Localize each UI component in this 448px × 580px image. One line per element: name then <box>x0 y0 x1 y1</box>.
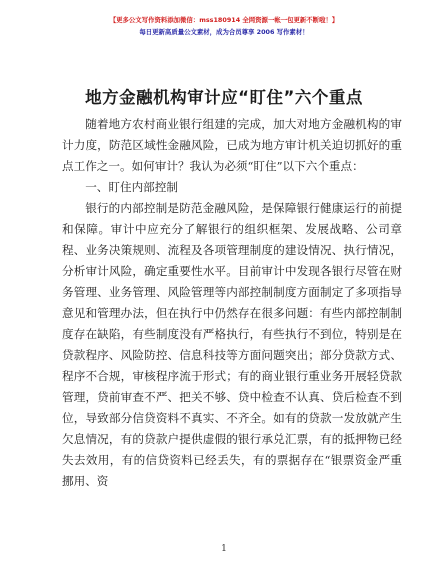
promo-banner-line-2: 每日更新高质量公文素材，成为合员尊享 2006 写作素材！ <box>139 28 309 36</box>
section-paragraph-internal-control: 银行的内部控制是防范金融风险，是保障银行健康运行的前提和保障。审计中应充分了解银行的组织框架、发展战略、公司章程、业务决策规则、流程及各项管理制度的建设情况、执行情况，分析审计风险，确定重要性水平。目前审计中发现各银行尽管在财务管理、业务管理、风险管理等内部控制制度方面制定了多项指导意见和管理办法，但在执行中仍然存在很多问题：有些内部控制制度存在缺陷，有些制度没有严格执行，有些执行不到位，特别是在贷款程序、风险防控、信息科技等方面问题突出；部分贷款方式、程序不合规，审核程序流于形式；有的商业银行重业务开展轻贷款管理，贷前审查不严、把关不够、贷中检查不认真、贷后检查不到位，导致部分信贷资料不真实、不齐全。如有的贷款一发放就产生欠息情况，有的贷款户提供虚假的银行承兑汇票，有的抵押物已经失去效用，有的信贷资料已经丢失，有的票据存在“银票资金严重挪用、资 <box>62 201 402 488</box>
intro-paragraph: 随着地方农村商业银行组建的完成，加大对地方金融机构的审计力度，防范区域性金融风险，已成为地方审计机关迫切抓好的重点工作之一。如何审计？我认为必须“盯住”以下六个重点： <box>62 117 402 173</box>
promo-banner-line-1: 【更多公文写作资料添加微信：mss180914 全网资源一帐一包更新不断啦！】 <box>109 16 339 24</box>
section-heading-internal-control: 一、盯住内部控制 <box>85 180 178 194</box>
document-body <box>62 114 402 492</box>
page-number: 1 <box>221 544 227 554</box>
document-title: 地方金融机构审计应“盯住”六个重点 <box>85 88 363 107</box>
promo-banner <box>0 14 448 38</box>
